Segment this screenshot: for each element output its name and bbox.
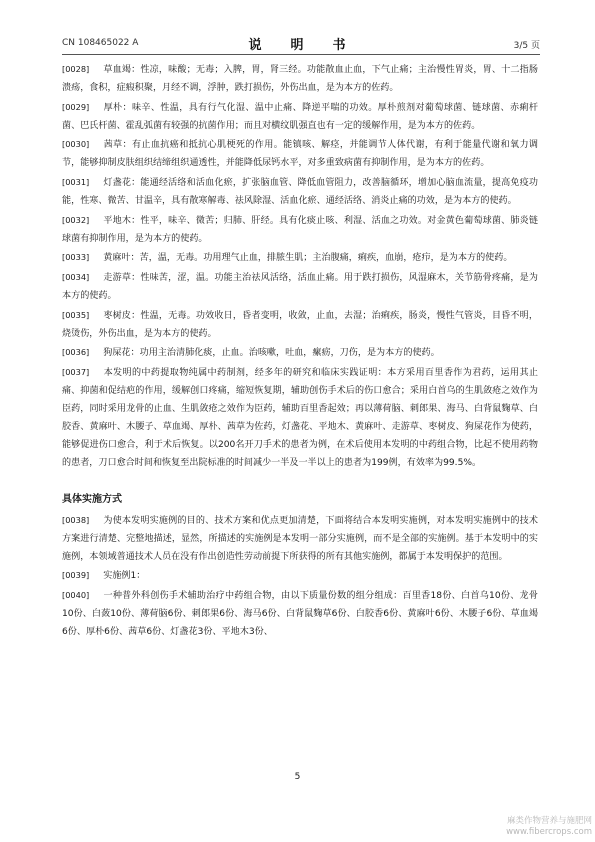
document-title: 说 明 书 (248, 38, 354, 53)
page-number: 5 (294, 772, 301, 782)
paragraph-text: 实施例1： (103, 571, 146, 582)
paragraph-text: 灯盏花：能通经活络和活血化瘀，扩张脑血管、降低血管阻力，改善脑循环，增加心脑血流量，提高免疫功能，性寒、微苦、甘温辛，具有散寒解毒、祛风除湿、活血化瘀、通经活络、消炎止痛的功效，是为本方的使药。 (62, 178, 538, 207)
paragraph (62, 60, 538, 97)
watermark (466, 816, 592, 838)
paragraph-text: 草血竭：性凉，味酸；无毒；入脾，胃，肾三经。功能散血止血，下气止痛；主治慢性胃炎，胃、十二指肠溃疡，食积，症瘕积聚，月经不调，浮肿，跌打损伤，外伤出血，是为本方的佐药。 (62, 65, 538, 94)
paragraph-number: [0028] (62, 64, 90, 74)
page-header (62, 34, 540, 52)
paragraph-number: [0032] (62, 214, 90, 225)
paragraph-number: [0039] (62, 570, 90, 581)
paragraph-number: [0031] (62, 177, 90, 188)
paragraph-number: [0038] (62, 514, 90, 525)
paragraph-number: [0034] (62, 272, 90, 283)
paragraph-number: [0033] (62, 252, 90, 263)
paragraph (62, 98, 538, 135)
header-divider (62, 54, 540, 55)
paragraph-number: [0030] (62, 139, 90, 150)
page-info: 3/5 页 (513, 41, 540, 51)
paragraph-number: [0040] (62, 590, 90, 601)
paragraph-number: [0036] (62, 347, 90, 358)
paragraph-text: 狗屎花：功用主治清肺化痰，止血。治咳嗽，吐血，瘰疬，刀伤，是为本方的使药。 (103, 348, 440, 359)
paragraph-text: 走游草：性味苦，涩，温。功能主治祛风活络，活血止痛。用于跌打损伤，风湿麻木，关节筋骨疼痛，是为本方的使药。 (62, 273, 538, 302)
paragraph-text: 枣树皮：性温，无毒。功效收日，昏者变明，收敛，止血，去湿；治痢疾，肠炎，慢性气管炎，目昏不明，烧烫伤，外伤出血，是为本方的使药。 (62, 310, 538, 339)
publication-number: CN 108465022 A (62, 38, 139, 48)
paragraph (62, 343, 538, 362)
section-heading: 具体实施方式 (62, 493, 122, 505)
paragraph-text: 为使本发明实施例的目的、技术方案和优点更加清楚，下面将结合本发明实施例，对本发明实施例中的技术方案进行清楚、完整地描述，显然，所描述的实施例是本发明一部分实施例，而不是全部的实施例。基于本发明中的实施例，本领域普通技术人员在没有作出创造性劳动前提下所获得的所有其他实施例，都属于本发明保护的范围。 (62, 515, 538, 562)
paragraph-number: [0029] (62, 101, 90, 112)
paragraph (62, 248, 538, 267)
paragraph-text: 茜草：有止血抗癌和抵抗心肌梗死的作用。能镇咳、解痉，并能调节人体代谢，有利于能量代谢和氧力调节，能够抑制皮肤组织结缔组织通透性，并能降低尿钙水平，对多重致病菌有抑制作用，是为本方的佐药。 (62, 140, 538, 169)
paragraph-text: 本发明的中药提取物纯属中药制剂，经多年的研究和临床实践证明：本方采用百里香作为君药，运用其止痛、抑菌和促结疤的作用，缓解创口疼痛，缩短恢复期，辅助创伤手术后的伤口愈合；采用白首乌的生肌敛疮之效作为臣药，同时采用龙骨的止血、生肌敛疮之效作为臣药，辅助百里香起效；再以薄荷脑、刺郎果、海马、白背鼠麴草、白胶香、黄麻叶、木腰子、草血竭、厚朴、茜草为佐药，灯盏花、平地木、黄麻叶、走游草、枣树皮、狗屎花作为使药，能够促进伤口愈合，利于术后恢复。以200名开刀手术的患者为例，在术后使用本发明的中药组合物，比起不使用药物的患者，刀口愈合时间和恢复至出院标准的时间减少一半及一半以上的患者为199例，有效率为99.5%。 (62, 368, 538, 469)
paragraph (62, 566, 538, 585)
watermark-text: 麻类作物营养与施肥网 www.fibercrops.com (506, 816, 592, 837)
paragraph (62, 306, 538, 343)
paragraph (62, 173, 538, 210)
paragraph-text: 黄麻叶：苦，温，无毒。功用理气止血，排脓生肌；主治腹痛，痢疾，血崩，疮疖，是为本方的使药。 (103, 253, 513, 264)
paragraph-text: 平地木：性平，味辛、微苦；归肺、肝经。具有化痰止咳、利湿、活血之功效。对金黄色葡萄球菌、肺炎链球菌有抑制作用，是为本方的使药。 (62, 215, 538, 244)
paragraph (62, 268, 538, 305)
paragraph-text: 厚朴：味辛、性温，具有行气化湿、温中止痛、降逆平喘的功效。厚朴煎剂对葡萄球菌、链球菌、赤痢杆菌、巴氏杆菌、霍乱弧菌有较强的抗菌作用；而且对横纹肌强直也有一定的缓解作用，是为本方的佐药。 (62, 102, 538, 131)
document-body (62, 60, 538, 642)
paragraph (62, 586, 538, 641)
paragraph (62, 511, 538, 566)
paragraph-text: 一种普外科创伤手术辅助治疗中药组合物，由以下质量份数的组分组成：百里香18份、白首乌10份、龙骨10份、白蔹10份、薄荷脑6份、刺郎果6份、海马6份、白背鼠麴草6份、白胶香6份、黄麻叶6份、木腰子6份、草血竭6份、厚朴6份、茜草6份、灯盏花3份、平地木3份、 (62, 591, 538, 638)
paragraph (62, 135, 538, 172)
paragraph (62, 363, 538, 473)
paragraph-number: [0037] (62, 367, 90, 377)
paragraph (62, 211, 538, 248)
paragraph-number: [0035] (62, 309, 90, 320)
